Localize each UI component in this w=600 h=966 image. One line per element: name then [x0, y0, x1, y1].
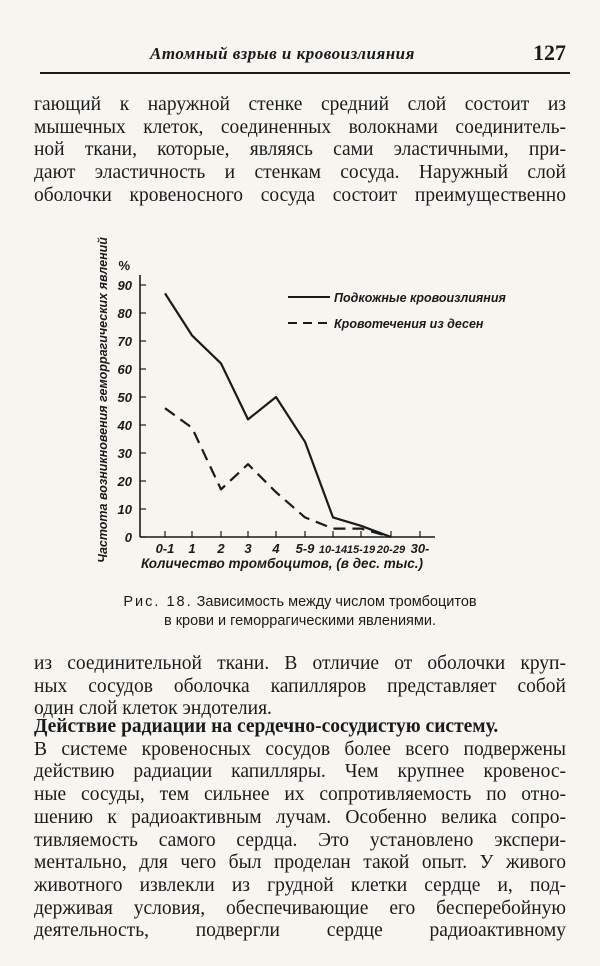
x-tick-label: 10-14: [318, 544, 348, 556]
y-tick-label: 90: [117, 278, 132, 293]
page-header: [40, 38, 570, 74]
text-line: действию радиации капилляры. Чем крупнее кровенос-: [34, 761, 566, 783]
y-tick-label: 70: [117, 334, 132, 349]
text-line: ные сосуды, тем сильнее их сопротивляемость по отно-: [34, 784, 566, 806]
text-line: животного извлекли из грудной клетки сердце и, под-: [34, 874, 566, 896]
y-axis-label: Частота возникновения геморрагических явлений: [96, 237, 110, 563]
text-line: ных сосудов оболочка капилляров представляет собой: [34, 675, 566, 697]
text-line: мышечных клеток, соединенных волокнами соединитель-: [34, 116, 566, 138]
paragraph-top: [34, 94, 566, 208]
caption-line-1: Зависимость между числом тромбоцитов: [196, 594, 477, 610]
x-tick-label: 1: [188, 541, 196, 556]
x-tick-label: 2: [217, 541, 225, 556]
y-tick-label: 10: [117, 502, 132, 517]
y-tick-label: 40: [117, 418, 132, 433]
text-line: ной ткани, которые, являясь сами эластичными, при-: [34, 139, 566, 161]
x-tick-label: 3: [244, 541, 252, 556]
legend-label: Кровотечения из десен: [334, 317, 484, 331]
text-line: тивляемость самого сердца. Это установлено экспери-: [34, 829, 566, 851]
x-tick-label: 0-1: [155, 541, 175, 556]
x-axis-label: Количество тромбоцитов, (в дес. тыс.): [140, 556, 424, 571]
y-tick-label: 80: [117, 306, 132, 321]
text-line: шению к радиоактивным лучам. Особенно велика сопро-: [34, 806, 566, 828]
text-line: В системе кровеносных сосудов более всего подвержены: [34, 738, 566, 760]
y-tick-label: 60: [117, 362, 132, 377]
text-line: из соединительной ткани. В отличие от оболочки круп-: [34, 653, 566, 674]
line-chart: [0, 220, 600, 590]
section-heading: Действие радиации на сердечно-сосудистую систему.: [34, 716, 499, 737]
y-tick-label: 20: [117, 474, 132, 489]
y-tick-label: 30: [117, 446, 132, 461]
y-tick-label: 50: [117, 390, 132, 405]
series-line-gum-bleeding: [165, 408, 391, 537]
text-line: ментально, для чего был проделан такой опыт. У живого: [34, 852, 566, 874]
text-line: дают эластичность и стенкам сосуда. Наружный слой: [34, 162, 566, 184]
x-tick-label: 30-: [410, 541, 430, 556]
caption-line-2: в крови и геморрагическими явлениями.: [163, 613, 437, 629]
y-unit-label: %: [118, 258, 130, 273]
legend-label: Подкожные кровоизлияния: [334, 291, 506, 305]
text-line: держивая условия, обеспечивающие его бесперебойную: [34, 897, 566, 919]
x-tick-label: 4: [272, 541, 280, 556]
text-line: один слой клеток эндотелия.: [34, 698, 272, 720]
x-tick-label: 15-19: [346, 544, 376, 556]
y-tick-label: 0: [124, 530, 132, 545]
x-tick-label: 5-9: [295, 541, 315, 556]
figure-18: [0, 220, 600, 640]
paragraph-bottom: [34, 716, 566, 943]
figure-caption: [0, 593, 600, 631]
text-line: гающий к наружной стенке средний слой состоит из: [34, 94, 566, 115]
text-line: деятельность, подвергли сердце радиоактивному: [34, 920, 566, 942]
page-number: 127: [533, 40, 566, 65]
caption-label: Рис. 18.: [123, 594, 193, 610]
paragraph-middle: [34, 653, 566, 721]
running-title: Атомный взрыв и кровоизлияния: [150, 44, 415, 63]
x-tick-label: 20-29: [376, 544, 406, 556]
text-line: оболочки кровеносного сосуда состоит преимущественно: [34, 184, 566, 206]
